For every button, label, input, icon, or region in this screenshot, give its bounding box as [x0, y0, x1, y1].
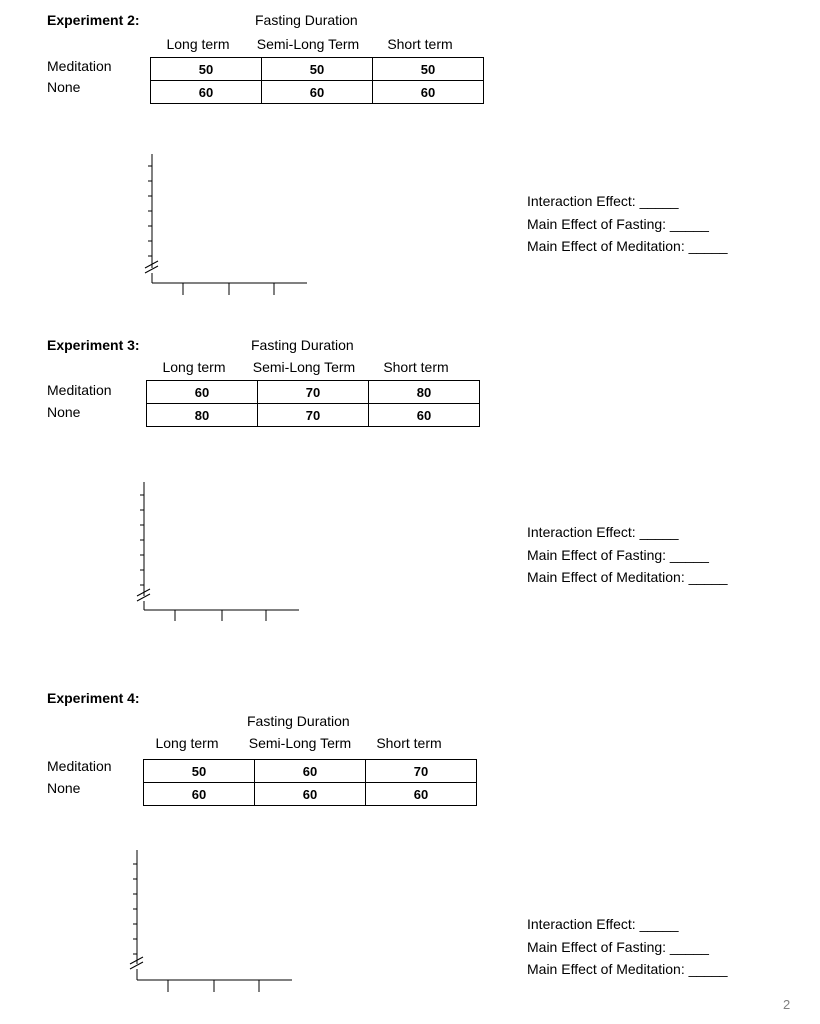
- table-cell: 60: [255, 760, 366, 783]
- interaction-effect-line: Interaction Effect: _____: [527, 524, 679, 540]
- table-cell: 70: [366, 760, 477, 783]
- column-header-long: Long term: [155, 735, 219, 751]
- page-number: 2: [783, 997, 791, 1012]
- table-row-none: [147, 404, 480, 427]
- row-label-none: None: [47, 404, 81, 420]
- table-row-none: [151, 81, 484, 104]
- table-cell: 60: [366, 783, 477, 806]
- blank-graph-axes: [140, 150, 310, 300]
- table-cell: 50: [151, 58, 262, 81]
- effects-answer-block: [527, 913, 728, 981]
- meditation-effect-line: Main Effect of Meditation: _____: [527, 238, 728, 254]
- table-row-none: [144, 783, 477, 806]
- table-cell: 50: [373, 58, 484, 81]
- table-row-meditation: [151, 58, 484, 81]
- column-header-semi: Semi-Long Term: [248, 735, 352, 751]
- table-cell: 60: [144, 783, 255, 806]
- table-cell: 60: [255, 783, 366, 806]
- table-cell: 60: [373, 81, 484, 104]
- table-cell: 50: [144, 760, 255, 783]
- row-label-none: None: [47, 780, 81, 796]
- data-table: [146, 380, 480, 427]
- experiment-title: Experiment 3:: [47, 337, 140, 353]
- table-cell: 60: [262, 81, 373, 104]
- blank-graph-axes: [132, 480, 302, 630]
- blank-graph-axes: [125, 848, 295, 998]
- table-cell: 80: [147, 404, 258, 427]
- column-header-semi: Semi-Long Term: [252, 359, 356, 375]
- interaction-effect-line: Interaction Effect: _____: [527, 916, 679, 932]
- experiment-title: Experiment 4:: [47, 690, 140, 706]
- meditation-effect-line: Main Effect of Meditation: _____: [527, 961, 728, 977]
- column-header-short: Short term: [376, 735, 442, 751]
- table-cell: 80: [369, 381, 480, 404]
- fasting-effect-line: Main Effect of Fasting: _____: [527, 215, 709, 232]
- factor-label: Fasting Duration: [251, 337, 354, 353]
- fasting-effect-line: Main Effect of Fasting: _____: [527, 546, 709, 563]
- interaction-effect-line: Interaction Effect: _____: [527, 193, 679, 209]
- row-label-meditation: Meditation: [47, 758, 112, 774]
- column-header-long: Long term: [166, 36, 230, 52]
- experiment-title: Experiment 2:: [47, 12, 140, 28]
- table-cell: 50: [262, 58, 373, 81]
- data-table: [150, 57, 484, 104]
- table-cell: 60: [369, 404, 480, 427]
- table-row-meditation: [147, 381, 480, 404]
- table-cell: 70: [258, 381, 369, 404]
- row-label-meditation: Meditation: [47, 382, 112, 398]
- table-cell: 60: [151, 81, 262, 104]
- effects-answer-block: [527, 190, 728, 258]
- column-header-semi: Semi-Long Term: [256, 36, 360, 52]
- fasting-effect-line: Main Effect of Fasting: _____: [527, 938, 709, 955]
- row-label-meditation: Meditation: [47, 58, 112, 74]
- effects-answer-block: [527, 521, 728, 589]
- factor-label: Fasting Duration: [255, 12, 358, 28]
- data-table: [143, 759, 477, 806]
- table-row-meditation: [144, 760, 477, 783]
- factor-label: Fasting Duration: [247, 713, 350, 729]
- meditation-effect-line: Main Effect of Meditation: _____: [527, 569, 728, 585]
- row-label-none: None: [47, 79, 81, 95]
- table-cell: 60: [147, 381, 258, 404]
- column-header-short: Short term: [383, 359, 449, 375]
- table-cell: 70: [258, 404, 369, 427]
- column-header-long: Long term: [162, 359, 226, 375]
- column-header-short: Short term: [387, 36, 453, 52]
